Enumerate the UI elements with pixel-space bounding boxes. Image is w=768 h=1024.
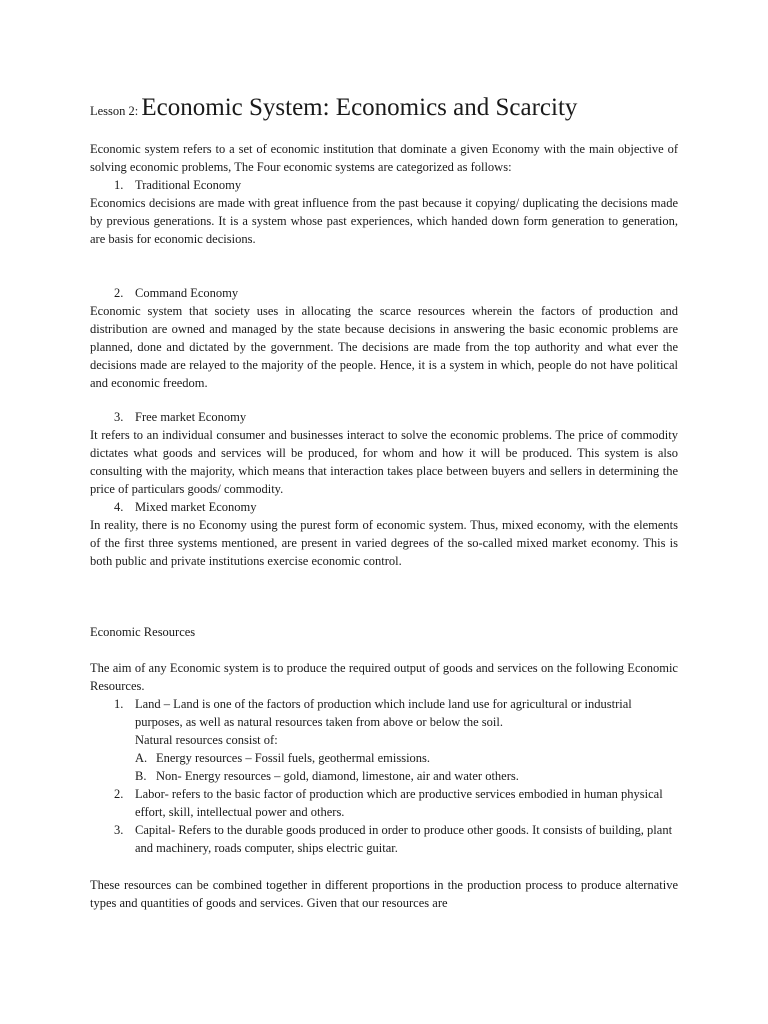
intro-section bbox=[90, 140, 678, 248]
sub-item-text: Non- Energy resources – gold, diamond, limestone, air and water others. bbox=[156, 769, 519, 783]
resource-labor bbox=[90, 785, 678, 821]
sub-item-non-energy bbox=[90, 767, 678, 785]
list-number: 2. bbox=[114, 787, 124, 801]
lesson-label: Lesson 2: bbox=[90, 104, 139, 118]
natural-resources-label: Natural resources consist of: bbox=[135, 733, 278, 747]
intro-paragraph: Economic system refers to a set of economic institution that dominate a given Economy with the main objective of solving economic problems, The Four economic systems are categorized as follows: bbox=[90, 142, 678, 174]
list-letter: B. bbox=[135, 769, 147, 783]
list-number: 1. bbox=[114, 697, 124, 711]
sub-item-text: Energy resources – Fossil fuels, geothermal emissions. bbox=[156, 751, 431, 765]
list-heading: Traditional Economy bbox=[135, 178, 242, 192]
list-number: 1. bbox=[114, 178, 124, 192]
system-body-free-market: It refers to an individual consumer and businesses interact to solve the economic problems. The price of commodity dictates what goods and services will be produced, for whom and how it will be produced. This system is also consulting with the majority, which means that interaction takes place between buyers and sellers in determining the price of particulars goods/ commodity. bbox=[90, 428, 678, 496]
system-body-mixed-market: In reality, there is no Economy using the purest form of economic system. Thus, mixed economy, with the elements of the first three systems mentioned, are present in varied degrees of the so-called mixed market economy. This is both public and private institutions exercise economic control. bbox=[90, 518, 678, 568]
list-heading: Command Economy bbox=[135, 286, 239, 300]
resource-text: Capital- Refers to the durable goods produced in order to produce other goods. It consists of building, plant and machinery, roads computer, ships electric guitar. bbox=[135, 823, 673, 855]
list-number: 3. bbox=[114, 823, 124, 837]
closing-section bbox=[90, 876, 678, 912]
resources-heading: Economic Resources bbox=[90, 625, 196, 639]
system-heading-traditional bbox=[90, 176, 678, 194]
list-number: 2. bbox=[114, 286, 124, 300]
list-letter: A. bbox=[135, 751, 148, 765]
command-section bbox=[90, 284, 678, 392]
free-market-section bbox=[90, 408, 678, 570]
list-number: 3. bbox=[114, 410, 124, 424]
list-heading: Mixed market Economy bbox=[135, 500, 257, 514]
resource-capital bbox=[90, 821, 678, 857]
resource-land bbox=[90, 695, 678, 731]
system-heading-mixed-market bbox=[90, 498, 678, 516]
resources-intro: The aim of any Economic system is to produce the required output of goods and services on the following Economic Resources. bbox=[90, 661, 678, 693]
list-number: 4. bbox=[114, 500, 124, 514]
system-heading-command bbox=[90, 284, 678, 302]
closing-paragraph: These resources can be combined together in different proportions in the production process to produce alternative types and quantities of goods and services. Given that our resources are bbox=[90, 878, 678, 910]
resource-text: Land – Land is one of the factors of production which include land use for agricultural or industrial purposes, as well as natural resources taken from above or below the soil. bbox=[135, 697, 632, 729]
system-heading-free-market bbox=[90, 408, 678, 426]
resource-text: Labor- refers to the basic factor of production which are productive services embodied in human physical effort, skill, intellectual power and others. bbox=[135, 787, 663, 819]
list-heading: Free market Economy bbox=[135, 410, 247, 424]
lesson-title: Economic System: Economics and Scarcity bbox=[141, 94, 578, 121]
sub-item-energy bbox=[90, 749, 678, 767]
system-body-traditional: Economics decisions are made with great influence from the past because it copying/ duplicating the decisions made by previous generations. It is a system whose past experiences, which handed down form generation to generation, are basis for economic decisions. bbox=[90, 196, 678, 246]
system-body-command: Economic system that society uses in allocating the scarce resources wherein the factors of production and distribution are owned and managed by the state because decisions in answering the basic economic problems are planned, done and dictated by the government. The decisions are made from the top authority and what ever the decisions made are relayed to the majority of the people. Hence, it is a system in which, people do not have political and economic freedom. bbox=[90, 304, 678, 390]
page-title bbox=[90, 92, 678, 127]
resources-section bbox=[90, 659, 678, 857]
